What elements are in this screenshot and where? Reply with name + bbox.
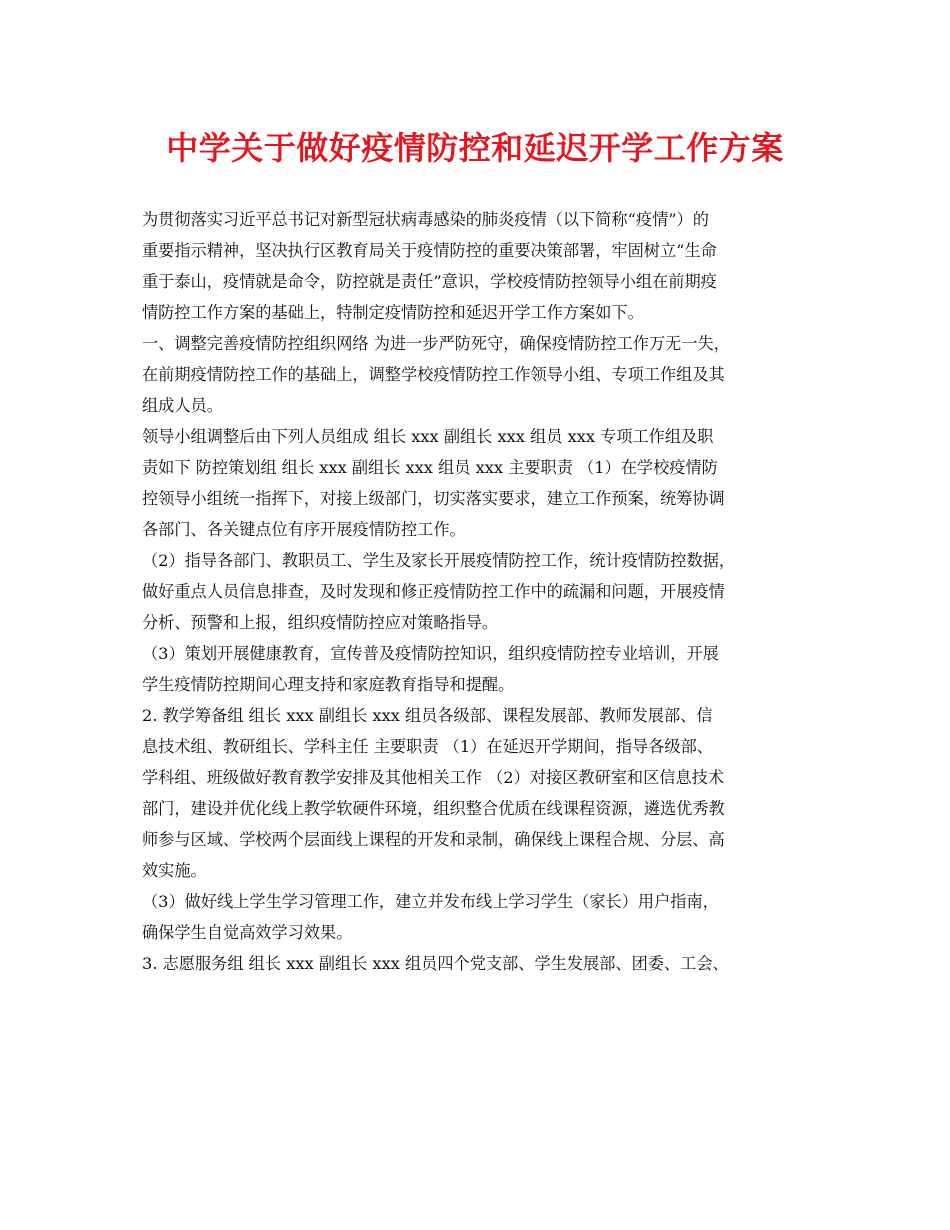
body-line: （2）指导各部门、教职员工、学生及家长开展疫情防控工作，统计疫情防控数据， bbox=[142, 551, 736, 570]
body-line: 2. 教学筹备组 组长 xxx 副组长 xxx 组员各级部、课程发展部、教师发展部、信 bbox=[142, 706, 713, 725]
body-line: 控领导小组统一指挥下，对接上级部门，切实落实要求，建立工作预案，统筹协调 bbox=[142, 489, 725, 508]
body-line: 在前期疫情防控工作的基础上，调整学校疫情防控工作领导小组、专项工作组及其 bbox=[142, 365, 725, 384]
body-line: 情防控工作方案的基础上，特制定疫情防控和延迟开学工作方案如下。 bbox=[142, 303, 644, 322]
body-line: 效实施。 bbox=[142, 861, 207, 880]
body-line: 责如下 防控策划组 组长 xxx 副组长 xxx 组员 xxx 主要职责 （1）在学校疫情防 bbox=[142, 458, 718, 477]
body-line: 师参与区域、学校两个层面线上课程的开发和录制，确保线上课程合规、分层、高 bbox=[142, 830, 725, 849]
body-line: 部门，建设并优化线上教学软硬件环境，组织整合优质在线课程资源，遴选优秀教 bbox=[142, 799, 725, 818]
body-line: 一、调整完善疫情防控组织网络 为进一步严防死守，确保疫情防控工作万无一失， bbox=[142, 334, 730, 353]
body-line: 确保学生自觉高效学习效果。 bbox=[142, 923, 353, 942]
body-line: 为贯彻落实习近平总书记对新型冠状病毒感染的肺炎疫情（以下简称“疫情”）的 bbox=[142, 210, 709, 229]
body-line: 分析、预警和上报，组织疫情防控应对策略指导。 bbox=[142, 613, 499, 632]
document-title: 中学关于做好疫情防控和延迟开学工作方案 bbox=[166, 129, 784, 167]
body-line: 息技术组、教研组长、学科主任 主要职责 （1）在延迟开学期间，指导各级部、 bbox=[142, 737, 713, 756]
body-line: 各部门、各关键点位有序开展疫情防控工作。 bbox=[142, 520, 466, 539]
body-line: 学科组、班级做好教育教学安排及其他相关工作 （2）对接区教研室和区信息技术 bbox=[142, 768, 725, 787]
document-body bbox=[142, 204, 832, 979]
body-line: （3）策划开展健康教育，宣传普及疫情防控知识，组织疫情防控专业培训，开展 bbox=[142, 644, 719, 663]
body-line: 3. 志愿服务组 组长 xxx 副组长 xxx 组员四个党支部、学生发展部、团委、工会、 bbox=[142, 954, 729, 973]
body-line: 重于泰山，疫情就是命令，防控就是责任”意识，学校疫情防控领导小组在前期疫 bbox=[142, 272, 717, 291]
body-line: 学生疫情防控期间心理支持和家庭教育指导和提醒。 bbox=[142, 675, 515, 694]
body-line: 重要指示精神，坚决执行区教育局关于疫情防控的重要决策部署，牢固树立“生命 bbox=[142, 241, 717, 260]
body-line: 领导小组调整后由下列人员组成 组长 xxx 副组长 xxx 组员 xxx 专项工作组及职 bbox=[142, 427, 714, 446]
body-line: （3）做好线上学生学习管理工作，建立并发布线上学习学生（家长）用户指南， bbox=[142, 892, 719, 911]
body-line: 组成人员。 bbox=[142, 396, 223, 415]
body-line: 做好重点人员信息排查，及时发现和修正疫情防控工作中的疏漏和问题，开展疫情 bbox=[142, 582, 725, 601]
